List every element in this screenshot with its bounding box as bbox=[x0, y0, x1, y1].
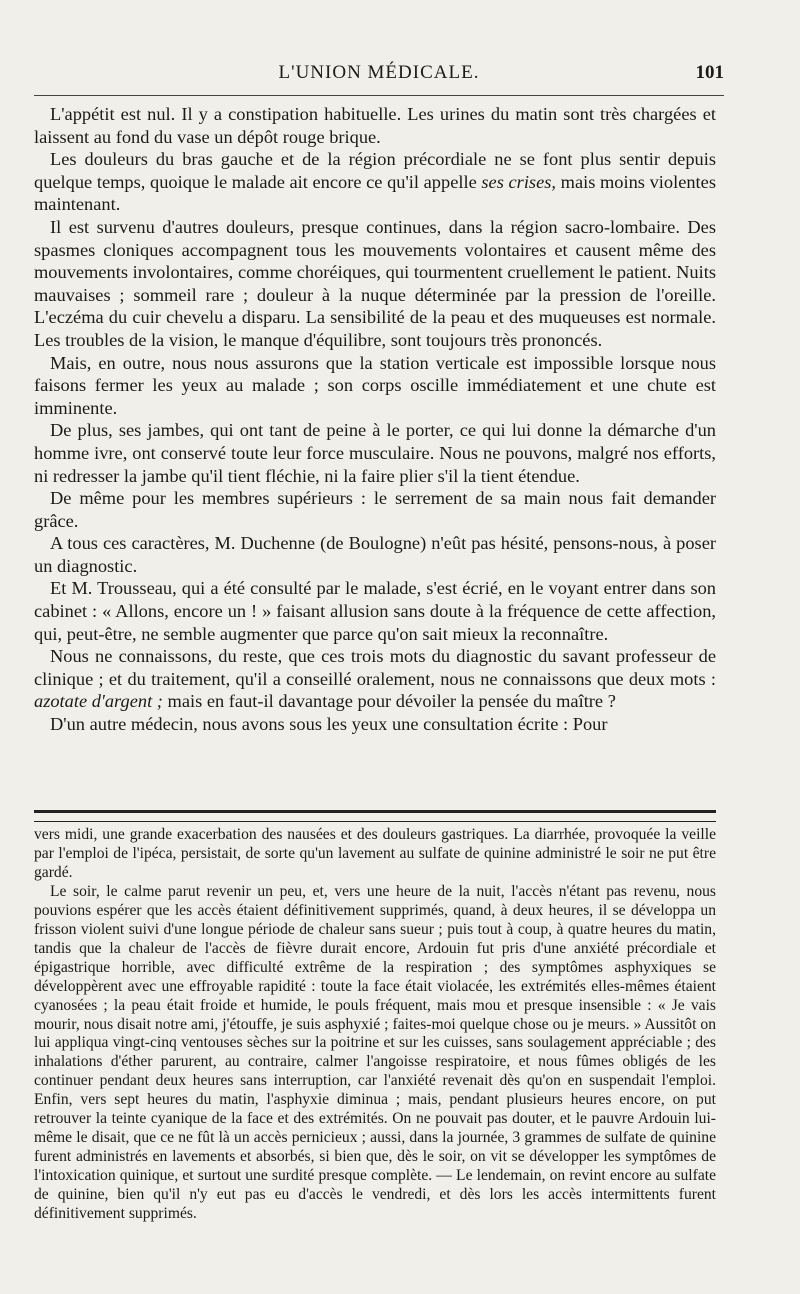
footnote-separator bbox=[34, 810, 716, 822]
italic-text: ses crises, bbox=[481, 171, 556, 192]
paragraph: Et M. Trousseau, qui a été consulté par le malade, s'est écrié, en le voyant entrer dans son cabinet : « Allons, encore un ! » faisant allusion sans doute à la fréquence de cette affection, qui, peut-être, ne semble augmenter que parce qu'on sait mieux la reconnaître. bbox=[34, 578, 716, 644]
page-number: 101 bbox=[695, 62, 724, 83]
paragraph: Mais, en outre, nous nous assurons que la station verticale est impossible lorsque nous faisons fermer les yeux au malade ; son corps oscille immédiatement et une chute est imminente. bbox=[34, 352, 716, 418]
italic-text: azotate d'argent ; bbox=[34, 691, 163, 712]
paragraph: Il est survenu d'autres douleurs, presque continues, dans la région sacro-lombaire. Des spasmes cloniques accompagnent tous les mouvements volontaires et causent même des mouvements involontaires, comme choréiques, qui tourmentent cruellement le patient. Nuits mauvaises ; sommeil rare ; douleur à la nuque déterminée par la pression de l'oreille. L'eczéma du cuir chevelu a disparu. La sensibilité de la peau et des muqueuses est normale. Les troubles de la vision, le manque d'équilibre, sont toujours très prononcés. bbox=[34, 216, 716, 350]
running-title: L'UNION MÉDICALE. bbox=[278, 62, 480, 83]
paragraph: De même pour les membres supérieurs : le serrement de sa main nous fait demander grâce. bbox=[34, 488, 716, 531]
text-run: mais en faut-il davantage pour dévoiler la pensée du maître ? bbox=[167, 691, 616, 712]
paragraph bbox=[34, 645, 716, 713]
text-run: Les douleurs du bras gauche et de la région précordiale ne se font plus sentir depuis quelque temps, quoique le malade ait encore ce qu'il appelle bbox=[34, 149, 716, 192]
main-text bbox=[34, 103, 716, 736]
footnote-text bbox=[34, 826, 716, 1224]
page-header bbox=[34, 58, 724, 88]
header-rule bbox=[34, 95, 724, 96]
paragraph: L'appétit est nul. Il y a constipation habituelle. Les urines du matin sont très chargées et laissent au fond du vase un dépôt rouge brique. bbox=[34, 104, 716, 147]
text-run: mais moins violentes maintenant. bbox=[34, 171, 716, 215]
paragraph bbox=[34, 148, 716, 216]
paragraph: A tous ces caractères, M. Duchenne (de Boulogne) n'eût pas hésité, pensons-nous, à poser un diagnostic. bbox=[34, 533, 716, 576]
paragraph: D'un autre médecin, nous avons sous les yeux une consultation écrite : Pour bbox=[50, 714, 608, 735]
footnote-paragraph: vers midi, une grande exacerbation des nausées et des douleurs gastriques. La diarrhée, provoquée la veille par l'emploi de l'ipéca, persistait, de sorte qu'un lavement au sulfate de quinine administré le soir ne put être gardé. bbox=[34, 826, 716, 881]
text-run: Nous ne connaissons, du reste, que ces trois mots du diagnostic du savant professeur de clinique ; et du traitement, qu'il a conseillé oralement, nous ne connaissons que deux mots : bbox=[34, 646, 716, 689]
paragraph: De plus, ses jambes, qui ont tant de peine à le porter, ce qui lui donne la démarche d'un homme ivre, ont conservé toute leur force musculaire. Nous ne pouvons, malgré nos efforts, ni redresser la jambe qu'il tient fléchie, ni la faire plier s'il la tient étendue. bbox=[34, 420, 716, 486]
footnote-paragraph: Le soir, le calme parut revenir un peu, et, vers une heure de la nuit, l'accès n'étant pas revenu, nous pouvions espérer que les accès étaient définitivement supprimés, quand, à deux heures, il se développa un frisson violent suivi d'une longue période de chaleur sans sueur ; puis tout à coup, à quatre heures du matin, tandis que la chaleur de l'accès de fièvre durait encore, Ardouin fut pris d'une anxiété précordiale et épigastrique horrible, avec difficulté extrême de la respiration ; des symptômes asphyxiques se développèrent avec une effroyable rapidité : toute la face était violacée, les extrémités elles-mêmes étaient cyanosées ; la peau était froide et humide, le pouls fréquent, mais mou et presque insensible : « Je vais mourir, nous disait notre ami, j'étouffe, je suis asphyxié ; faites-moi quelque chose ou je meurs. » Aussitôt on lui appliqua vingt-cinq ventouses sèches sur la poitrine et sur les cuisses, sans soulagement appréciable ; des inhalations d'éther parurent, au contraire, calmer l'angoisse respiratoire, et nous fûmes obligés de les continuer pendant deux heures sans interruption, car l'anxiété revenait dès qu'on en suspendait l'emploi. Enfin, vers sept heures du matin, l'asphyxie diminua ; mais, pendant plusieurs heures encore, on put retrouver la teinte cyanique de la face et des extrémités. On ne pouvait pas douter, et le pauvre Ardouin lui-même le disait, que ce ne fût là un accès pernicieux ; aussi, dans la journée, 3 grammes de sulfate de quinine furent administrés en lavements et absorbés, si bien que, dès le soir, on vit se développer les symptômes de l'intoxication quinique, et surtout une surdité presque complète. — Le lendemain, on revint encore au sulfate de quinine, bien qu'il n'y eut pas eu d'accès le vendredi, et dès lors les accès intermittents furent définitivement supprimés. bbox=[34, 882, 716, 1223]
